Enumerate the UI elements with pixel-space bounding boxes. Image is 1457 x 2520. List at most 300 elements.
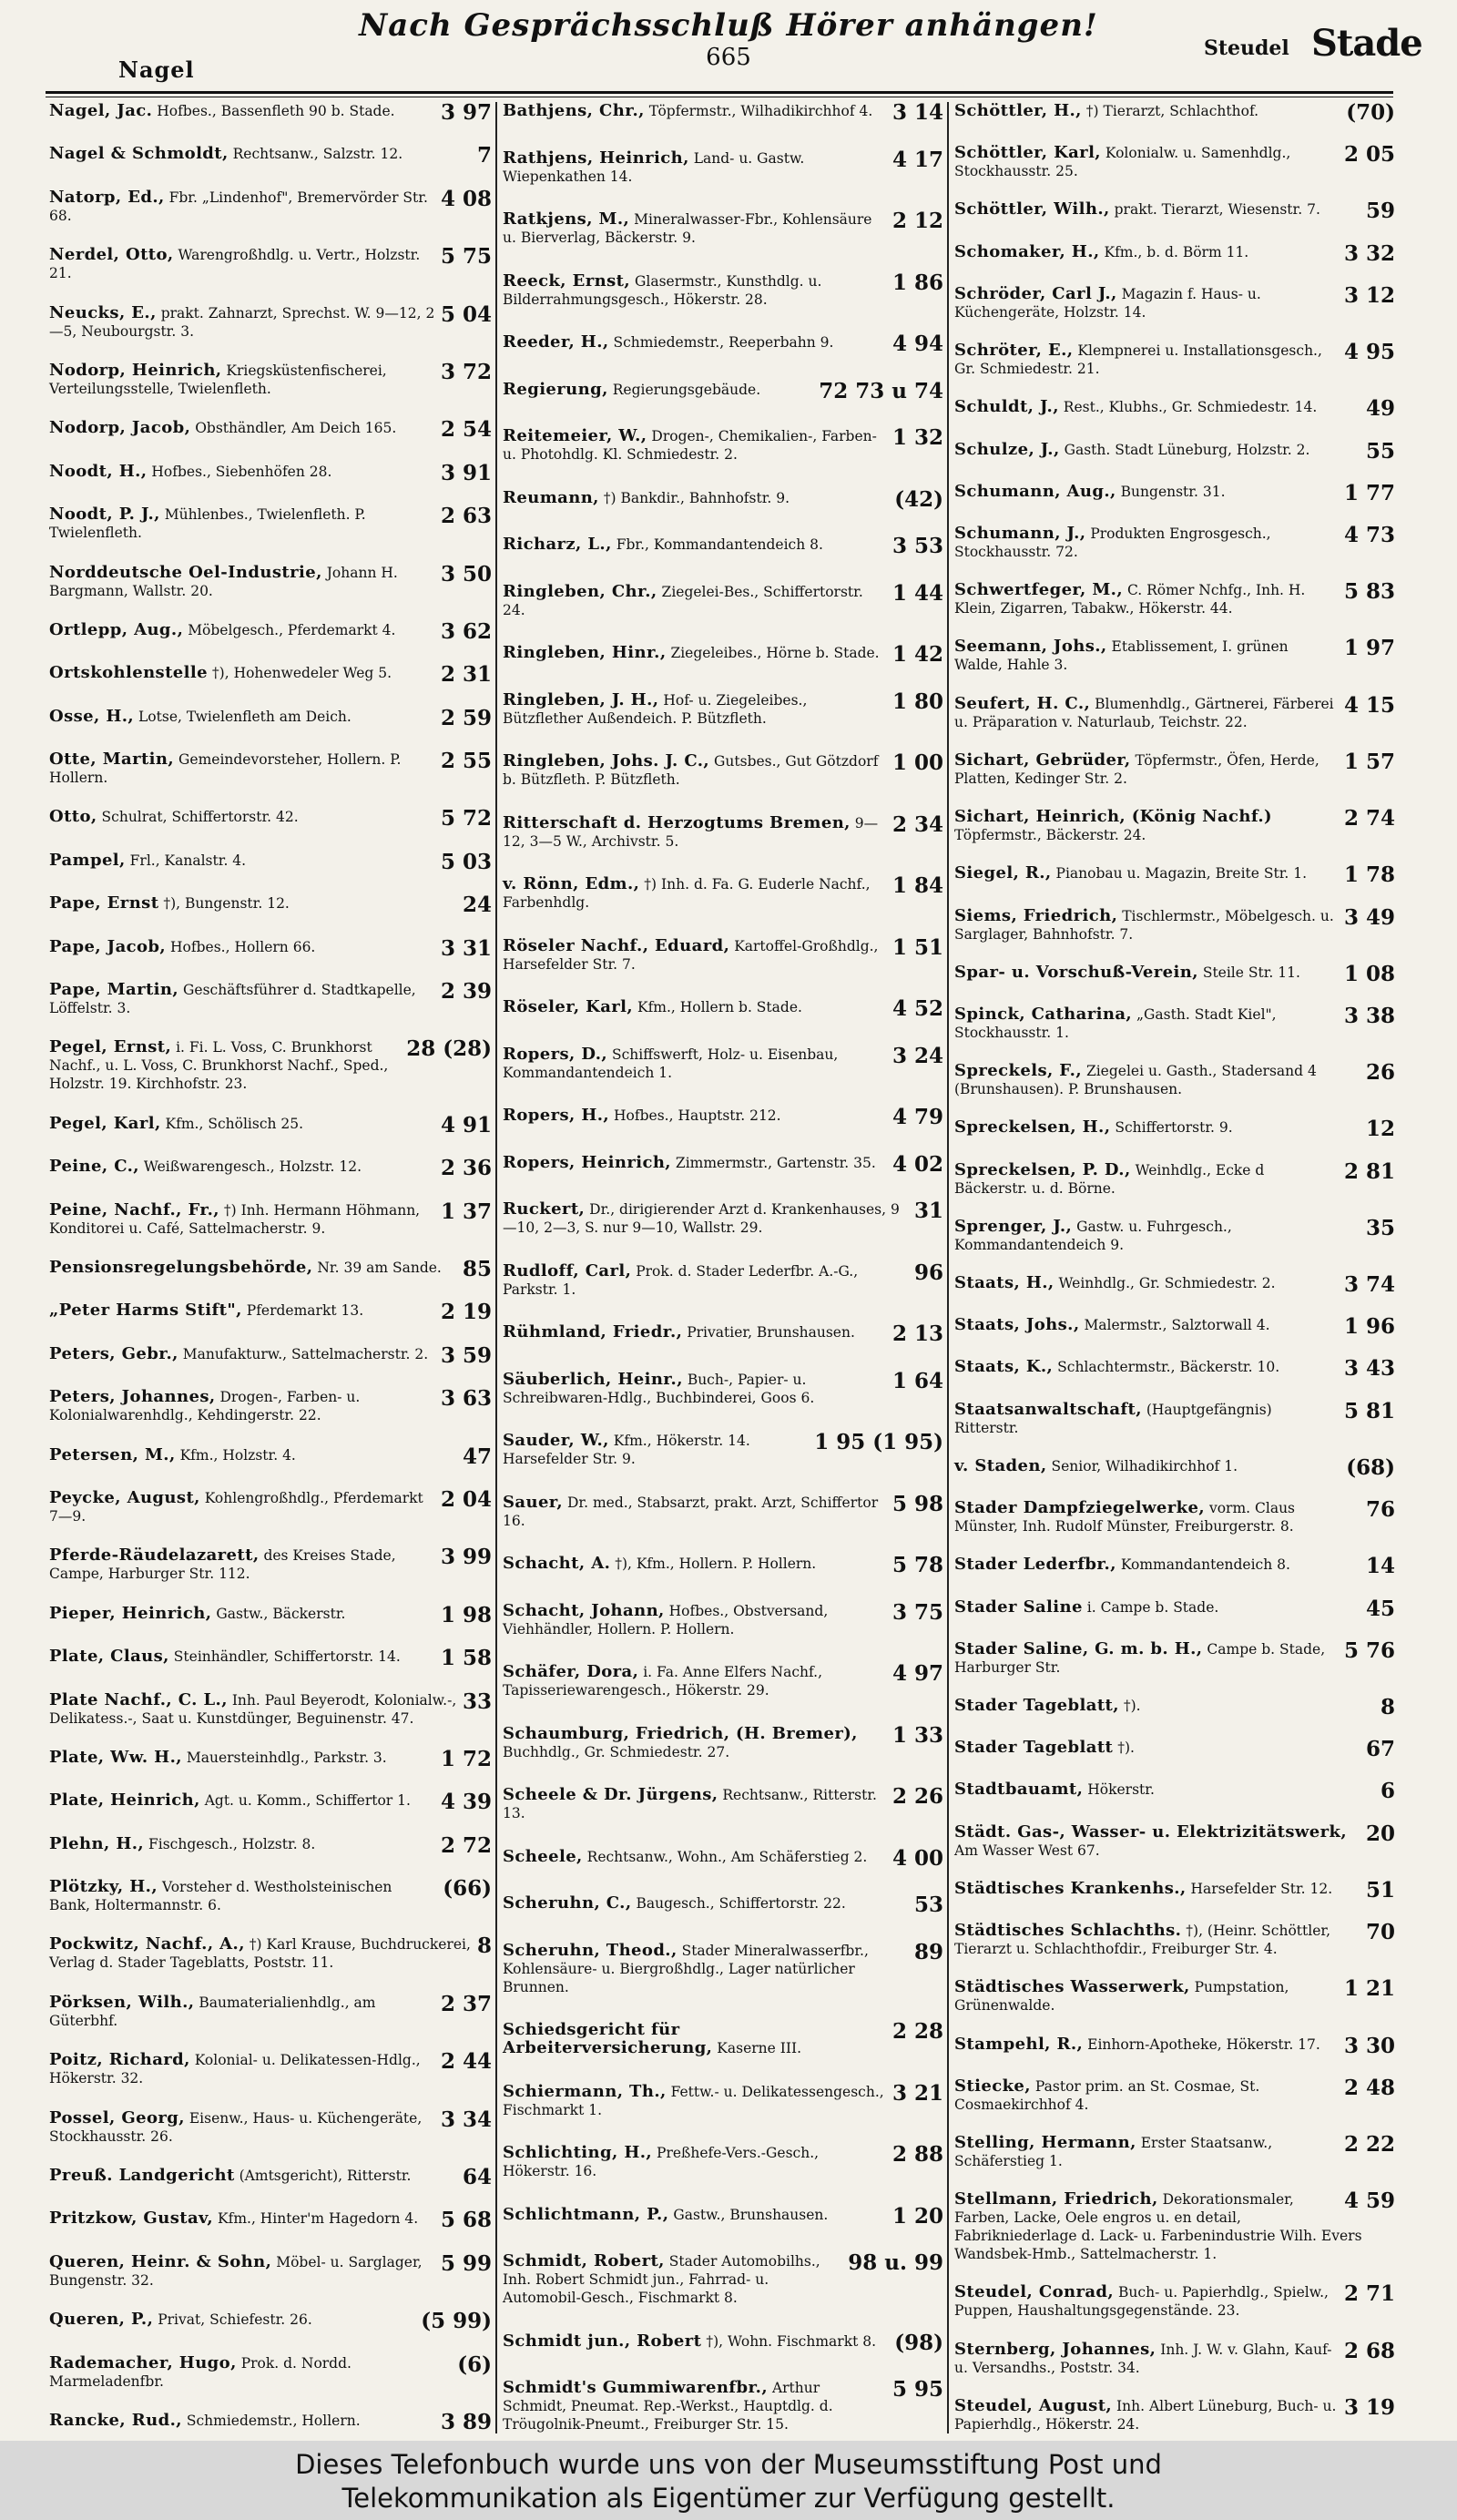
subscriber-details: Rechtsanw., Wohn., Am Schäferstieg 2. [586, 1848, 868, 1865]
phone-number: 4 02 [892, 1151, 943, 1177]
subscriber-details: †). [1117, 1740, 1135, 1757]
subscriber-name: Scheruhn, Theod., [503, 1940, 678, 1960]
directory-entry [47, 1486, 492, 1525]
subscriber-details: Drogen-, Farben- u. Kolonialwarenhdlg., Kehdingerstr. 22. [49, 1389, 361, 1424]
phone-number: 4 00 [892, 1845, 943, 1871]
phone-number: 1 08 [1343, 961, 1395, 986]
directory-entry [501, 998, 943, 1020]
phone-number: 31 [913, 1199, 943, 1223]
directory-entry [953, 2035, 1395, 2057]
subscriber-name: Rademacher, Hugo, [49, 2352, 237, 2372]
directory-entry [501, 210, 943, 247]
phone-number: 4 59 [1343, 2188, 1395, 2214]
phone-number: 3 19 [1343, 2394, 1395, 2420]
phone-number: 5 95 [892, 2377, 943, 2402]
subscriber-name: Seufert, H. C., [954, 693, 1091, 713]
subscriber-name: Peters, Johannes, [49, 1387, 216, 1407]
phone-number: 2 55 [440, 749, 492, 774]
directory-entry [501, 2379, 943, 2433]
directory-entry [47, 2311, 492, 2332]
subscriber-name: Ringleben, Chr., [503, 581, 657, 601]
subscriber-details: Inh. Albert Lüneburg, Buch- u. Papierhdlg., Hökerstr. 24. [954, 2397, 1337, 2433]
subscriber-details: Mineralwasser-Fbr., Kohlensäure u. Bierverlag, Bäckerstr. 9. [503, 211, 872, 246]
phone-number: 8 [1380, 1695, 1395, 1719]
phone-number: 1 97 [1343, 636, 1395, 661]
phone-number: 3 62 [440, 618, 492, 644]
subscriber-details: Ziegelei u. Gasth., Stadersand 4 (Brunshausen). P. Brunshausen. [954, 1063, 1317, 1098]
phone-number: 89 [913, 1939, 943, 1964]
directory-entry [47, 2209, 492, 2231]
subscriber-details: Arthur Schmidt, Pneumat. Rep.-Werkst., Hauptdlg. d. Tröugolnik-Pneumt., Freiburger Str. 15. [503, 2380, 833, 2433]
subscriber-name: Sichart, Gebrüder, [954, 750, 1131, 770]
subscriber-details: Hofbes., Siebenhöfen 28. [151, 463, 332, 480]
subscriber-name: Plate, Ww. H., [49, 1747, 182, 1767]
left-header-word: Nagel [118, 56, 195, 83]
directory-entry [953, 1398, 1395, 1437]
subscriber-details: Lotse, Twielenfleth am Deich. [138, 708, 352, 725]
directory-entry [47, 2051, 492, 2087]
column-middle [495, 102, 947, 2433]
subscriber-details: Einhorn-Apotheke, Hökerstr. 17. [1087, 2035, 1320, 2053]
subscriber-details: Warengroßhdlg. u. Vertr., Holzstr. 21. [49, 247, 421, 282]
subscriber-details: Hofbes., Bassenfleth 90 b. Stade. [157, 103, 395, 119]
subscriber-details: Weißwarengesch., Holzstr. 12. [143, 1158, 362, 1176]
subscriber-name: Schaumburg, Friedrich, (H. Bremer), [503, 1723, 858, 1743]
subscriber-name: Norddeutsche Oel-Industrie, [49, 562, 322, 582]
subscriber-details: Gastw., Bäckerstr. [216, 1605, 346, 1622]
directory-entry [501, 1200, 943, 1237]
subscriber-name: Schöttler, H., [954, 102, 1082, 120]
subscriber-name: Spreckelsen, P. D., [954, 1159, 1131, 1179]
directory-entry [47, 1602, 492, 1627]
phone-number: 2 19 [440, 1300, 492, 1325]
subscriber-details: Tischlermstr., Möbelgesch. u. Sarglager, Bahnhofstr. 7. [954, 907, 1334, 943]
subscriber-name: Nodorp, Heinrich, [49, 360, 222, 380]
subscriber-name: Städt. Gas-, Wasser- u. Elektrizitätswerk, [954, 1821, 1348, 1842]
subscriber-name: Ropers, Heinrich, [503, 1152, 671, 1172]
subscriber-name: Stellmann, Friedrich, [954, 2189, 1158, 2209]
phone-number: 5 68 [440, 2208, 492, 2233]
phone-number: 2 68 [1343, 2338, 1395, 2363]
subscriber-name: Plehn, H., [49, 1833, 145, 1853]
directory-entry [501, 427, 943, 464]
directory-entry [953, 961, 1395, 986]
directory-entry [47, 102, 492, 124]
directory-entry [953, 1274, 1395, 1296]
subscriber-details: Klempnerei u. Installationsgesch., Gr. Schmiedestr. 21. [954, 342, 1322, 378]
subscriber-details: Rest., Klubhs., Gr. Schmiedestr. 14. [1063, 399, 1318, 416]
directory-entry [47, 1158, 492, 1179]
header-rule [46, 91, 1393, 94]
subscriber-details: †), Wohn. Fischmarkt 8. [706, 2332, 877, 2350]
directory-entry [953, 1556, 1395, 1577]
directory-entry [47, 2409, 492, 2433]
subscriber-details: †), Bungenstr. 12. [163, 895, 290, 913]
subscriber-details: †) Inh. Hermann Höhmann, Konditorei u. Café, Sattelmacherstr. 9. [49, 1201, 421, 1237]
subscriber-name: Pferde-Räudelazarett, [49, 1546, 260, 1566]
subscriber-name: Schumann, Aug., [954, 481, 1116, 501]
phone-number: (42) [894, 486, 943, 512]
subscriber-details: Steile Str. 11. [1202, 964, 1300, 981]
phone-number: 2 44 [440, 2049, 492, 2075]
directory-entry [501, 1107, 943, 1128]
subscriber-name: Osse, H., [49, 706, 135, 726]
directory-entry [47, 1342, 492, 1368]
directory-entry [501, 1555, 943, 1576]
subscriber-details: vorm. Claus Münster, Inh. Rudolf Münster, Freiburgerstr. 8. [954, 1500, 1296, 1535]
phone-number: 3 21 [892, 2080, 943, 2106]
phone-number: 45 [1365, 1596, 1395, 1621]
subscriber-details: prakt. Tierarzt, Wiesenstr. 7. [1114, 201, 1320, 219]
subscriber-name: Ratkjens, M., [503, 209, 630, 229]
directory-entry [501, 2203, 943, 2229]
subscriber-name: Staats, Johs., [954, 1315, 1080, 1335]
subscriber-details: Gastw., Brunshausen. [673, 2206, 829, 2223]
subscriber-name: Pape, Ernst [49, 893, 159, 913]
subscriber-name: Sichart, Heinrich, (König Nachf.) [954, 807, 1272, 827]
subscriber-details: Glasermstr., Kunsthdlg. u. Bilderrahmungsgesch., Hökerstr. 28. [503, 272, 822, 308]
directory-entry [47, 1991, 492, 2030]
directory-entry [953, 638, 1395, 674]
subscriber-name: Ropers, H., [503, 1106, 610, 1125]
phone-number: 4 97 [892, 1661, 943, 1686]
subscriber-details: Gutsbes., Gut Götzdorf b. Bützfleth. P. Bützfleth. [503, 753, 879, 788]
subscriber-name: Schlichtmann, P., [503, 2204, 669, 2224]
phone-number: 98 u. 99 [848, 2250, 943, 2275]
phone-number: 28 (28) [406, 1036, 492, 1062]
directory-entry [953, 1877, 1395, 1903]
subscriber-name: Schäfer, Dora, [503, 1662, 639, 1681]
phone-number: 5 03 [440, 849, 492, 874]
subscriber-name: Staatsanwaltschaft, [954, 1399, 1142, 1419]
subscriber-name: Stadtbauamt, [954, 1780, 1084, 1800]
directory-entry [47, 1388, 492, 1424]
subscriber-details: Möbelgesch., Pferdemarkt 4. [188, 621, 396, 638]
directory-entry [501, 272, 943, 309]
phone-number: 96 [913, 1260, 943, 1285]
directory-entry [953, 904, 1395, 944]
subscriber-name: Scheele, [503, 1846, 583, 1866]
subscriber-details: Rechtsanw., Salzstr. 12. [232, 146, 403, 163]
directory-entry [47, 664, 492, 686]
phone-number: (68) [1346, 1454, 1395, 1480]
subscriber-details: des Kreises Stade, Campe, Harburger Str. 112. [49, 1547, 396, 1583]
subscriber-details: Pferdemarkt 13. [246, 1302, 364, 1320]
subscriber-name: Schumann, J., [954, 523, 1086, 543]
subscriber-name: Spinck, Catharina, [954, 1004, 1133, 1024]
phone-number: 7 [476, 143, 492, 168]
subscriber-name: Plate Nachf., C. L., [49, 1689, 228, 1709]
subscriber-name: Staats, K., [954, 1357, 1054, 1377]
directory-entry [953, 342, 1395, 378]
phone-number: 4 95 [1343, 340, 1395, 365]
directory-entry [953, 808, 1395, 844]
subscriber-details: Stader Mineralwasserfbr., Kohlensäure- u. Biergroßhdlg., Lager natürlicher Brunnen. [503, 1942, 869, 1995]
phone-number: (66) [443, 1876, 492, 1902]
directory-entry [501, 2144, 943, 2180]
phone-number: 4 15 [1343, 692, 1395, 718]
directory-entry [47, 1935, 492, 1972]
phone-number: 70 [1365, 1920, 1395, 1945]
phone-number: 1 84 [892, 873, 943, 898]
subscriber-name: Reeck, Ernst, [503, 270, 631, 291]
subscriber-name: Sternberg, Johannes, [954, 2339, 1156, 2359]
phone-number: 3 31 [440, 935, 492, 961]
subscriber-details: †) Bankdir., Bahnhofstr. 9. [603, 489, 790, 506]
subscriber-details: Weinhdlg., Ecke d Bäckerstr. u. d. Börne. [954, 1161, 1265, 1197]
subscriber-name: Schiermann, Th., [503, 2081, 667, 2101]
phone-number: 1 20 [892, 2203, 943, 2229]
directory-entry [953, 2338, 1395, 2377]
subscriber-details: Pumpstation, Grünenwalde. [954, 1979, 1289, 2015]
phone-number: 2 22 [1343, 2131, 1395, 2157]
subscriber-details: Pastor prim. an St. Cosmae, St. Cosmaekirchhof 4. [954, 2077, 1260, 2113]
subscriber-name: Ringleben, Hinr., [503, 643, 667, 662]
phone-number: 1 72 [440, 1746, 492, 1771]
subscriber-details: prakt. Zahnarzt, Sprechst. W. 9—12, 2—5, Neubourgstr. 3. [49, 304, 435, 340]
subscriber-details: Ziegeleibes., Hörne b. Stade. [670, 645, 880, 661]
subscriber-name: Ringleben, Johs. J. C., [503, 751, 710, 770]
subscriber-details: †) Inh. d. Fa. G. Euderle Nachf., Farbenhdlg. [503, 876, 871, 911]
subscriber-details: †). [1123, 1698, 1141, 1714]
directory-entry [953, 480, 1395, 505]
subscriber-name: Pegel, Ernst, [49, 1037, 172, 1057]
directory-entry [501, 1151, 943, 1177]
phone-number: 3 97 [440, 102, 492, 125]
subscriber-name: Nerdel, Otto, [49, 245, 174, 265]
phone-number: 64 [462, 2165, 492, 2190]
subscriber-details: Töpfermstr., Wilhadikirchhof 4. [648, 103, 873, 119]
phone-number: 2 74 [1343, 806, 1395, 831]
directory-entry [953, 2394, 1395, 2433]
phone-number: 2 63 [440, 504, 492, 529]
subscriber-name: Stader Dampfziegelwerke, [954, 1498, 1206, 1518]
subscriber-details: Buchhdlg., Gr. Schmiedestr. 27. [503, 1743, 730, 1760]
phone-number: 1 64 [892, 1368, 943, 1393]
directory-entry [953, 1118, 1395, 1140]
directory-entry [501, 691, 943, 728]
directory-entry [47, 981, 492, 1017]
subscriber-name: Nodorp, Jacob, [49, 418, 191, 438]
subscriber-details: Schiffswerft, Holz- u. Eisenbau, Kommandantendeich 1. [503, 1046, 839, 1081]
page-number: 665 [706, 44, 751, 71]
subscriber-details: Kolonialw. u. Samenhdlg., Stockhausstr. 25. [954, 145, 1291, 180]
phone-number: 5 04 [440, 301, 492, 327]
subscriber-details: Gastw. u. Fuhrgesch., Kommandantendeich 9. [954, 1218, 1232, 1253]
subscriber-details: †), Kfm., Hollern. P. Hollern. [615, 1556, 817, 1572]
directory-entry [501, 2332, 943, 2354]
directory-entry [47, 186, 492, 225]
phone-number: 53 [913, 1893, 943, 1917]
subscriber-name: Stader Saline [954, 1597, 1083, 1617]
subscriber-details: Hökerstr. [1087, 1781, 1155, 1799]
subscriber-name: Reeder, H., [503, 332, 609, 352]
subscriber-name: „Peter Harms Stift", [49, 1301, 242, 1321]
directory-entry [501, 149, 943, 186]
directory-entry [953, 2283, 1395, 2320]
subscriber-details: Hofbes., Hauptstr. 212. [614, 1107, 781, 1124]
phone-number: 4 39 [440, 1790, 492, 1815]
subscriber-name: Siems, Friedrich, [954, 905, 1118, 925]
subscriber-details: Kfm., Hökerstr. 14. Harsefelder Str. 9. [503, 1433, 750, 1467]
right-header-word: Steudel [1204, 36, 1289, 60]
subscriber-name: Schwertfeger, M., [954, 580, 1123, 600]
phone-number: 1 86 [892, 270, 943, 295]
subscriber-name: Schröder, Carl J., [954, 283, 1117, 303]
directory-entry [953, 1598, 1395, 1620]
subscriber-details: Etablissement, I. grünen Walde, Hahle 3. [954, 638, 1289, 674]
subscriber-details: Kfm., Hinter'm Hagedorn 4. [218, 2210, 419, 2228]
subscriber-name: Pieper, Heinrich, [49, 1603, 212, 1623]
directory-entry [47, 808, 492, 830]
subscriber-details: Bungenstr. 31. [1120, 483, 1226, 500]
subscriber-name: Reitemeier, W., [503, 426, 647, 445]
directory-entry [953, 1215, 1395, 1254]
directory-entry [953, 1005, 1395, 1042]
subscriber-name: Scheele & Dr. Jürgens, [503, 1785, 718, 1804]
subscriber-name: Stader Lederfbr., [954, 1555, 1116, 1575]
subscriber-details: Produkten Engrosgesch., Stockhausstr. 72. [954, 525, 1271, 560]
phone-number: 3 75 [892, 1599, 943, 1625]
directory-entry [47, 2250, 492, 2290]
subscriber-name: Schomaker, H., [954, 241, 1100, 261]
subscriber-details: Geschäftsführer d. Stadtkapelle, Löffelstr. 3. [49, 982, 416, 1017]
phone-number: 1 44 [892, 580, 943, 606]
subscriber-name: Pritzkow, Gustav, [49, 2209, 214, 2229]
subscriber-details: Ziegelei-Bes., Schiffertorstr. 24. [503, 583, 863, 618]
phone-number: (5 99) [421, 2309, 492, 2334]
subscriber-name: Reumann, [503, 487, 599, 507]
subscriber-details: Schiffertorstr. 9. [1115, 1119, 1233, 1137]
directory-entry [953, 200, 1395, 222]
subscriber-name: Peine, C., [49, 1157, 139, 1177]
subscriber-details: Kommandantendeich 8. [1120, 1556, 1290, 1574]
directory-entry [47, 301, 492, 341]
directory-entry [501, 752, 943, 789]
phone-number: 1 80 [892, 689, 943, 714]
subscriber-details: Schulrat, Schiffertorstr. 42. [101, 809, 299, 826]
subscriber-name: Säuberlich, Heinr., [503, 1369, 683, 1389]
directory-entry [501, 2080, 943, 2119]
subscriber-name: Schmidt's Gummiwarenfbr., [503, 2378, 769, 2397]
subscriber-name: Schöttler, Karl, [954, 143, 1101, 163]
subscriber-details: †) Karl Krause, Buchdruckerei, Verlag d. Stader Tageblatts, Poststr. 11. [49, 1936, 471, 1972]
subscriber-details: Land- u. Gastw. Wiepenkathen 14. [503, 149, 805, 185]
subscriber-details: C. Römer Nchfg., Inh. H. Klein, Zigarren, Tabakw., Hökerstr. 44. [954, 582, 1306, 617]
subscriber-details: Buch-, Papier- u. Schreibwaren-Hdlg., Buchbinderei, Goos 6. [503, 1371, 815, 1406]
phone-number: 26 [1365, 1060, 1395, 1086]
subscriber-details: Gasth. Stadt Lüneburg, Holzstr. 2. [1064, 441, 1310, 458]
phone-number: 3 38 [1343, 1003, 1395, 1028]
directory-entry [953, 1978, 1395, 2015]
phone-number: 5 81 [1343, 1398, 1395, 1423]
directory-entry [501, 1894, 943, 1916]
subscriber-name: Stader Tageblatt, [954, 1696, 1119, 1715]
subscriber-name: Steudel, August, [954, 2395, 1113, 2415]
directory-entry [953, 1062, 1395, 1098]
phone-number: 55 [1365, 438, 1395, 464]
phone-number: 2 39 [440, 979, 492, 1005]
phone-number: 3 99 [440, 1545, 492, 1570]
subscriber-name: Seemann, Johs., [954, 637, 1107, 657]
subscriber-details: Inh. Paul Beyerodt, Kolonialw.-, Delikatess.-, Saat u. Kunstdünger, Beguinenstr. 47. [49, 1691, 457, 1727]
directory-entry [47, 561, 492, 600]
subscriber-details: Campe b. Stade, Harburger Str. [954, 1640, 1326, 1676]
directory-entry [953, 2077, 1395, 2114]
subscriber-name: Städtisches Wasserwerk, [954, 1977, 1190, 1997]
subscriber-details: Kriegsküstenfischerei, Verteilungsstelle, Twielenfleth. [49, 362, 387, 397]
subscriber-name: Rühmland, Friedr., [503, 1322, 683, 1342]
phone-number: 5 76 [1343, 1637, 1395, 1663]
directory-entry [47, 935, 492, 961]
directory-entry [953, 751, 1395, 788]
directory-entry [953, 282, 1395, 321]
subscriber-name: Pockwitz, Nachf., A., [49, 1934, 245, 1954]
phone-number: 4 08 [440, 186, 492, 211]
subscriber-name: Schröter, E., [954, 341, 1074, 361]
subscriber-name: Schiedsgericht für Arbeiterversicherung, [503, 2020, 713, 2057]
subscriber-details: Malermstr., Salztorwall 4. [1084, 1317, 1270, 1334]
phone-number: 3 89 [440, 2409, 492, 2433]
phone-number: 2 36 [440, 1156, 492, 1181]
phone-number: 72 73 u 74 [819, 378, 943, 403]
phone-number: 2 81 [1343, 1158, 1395, 1184]
subscriber-name: Pape, Martin, [49, 980, 179, 1000]
directory-entry [953, 438, 1395, 464]
phone-number: 1 95 (1 95) [814, 1430, 943, 1454]
subscriber-details: Schmiedemstr., Hollern. [186, 2412, 361, 2429]
subscriber-name: Rathjens, Heinrich, [503, 148, 689, 168]
subscriber-details: Privatier, Brunshausen. [687, 1324, 855, 1341]
phone-number: 5 72 [440, 806, 492, 831]
subscriber-name: Ropers, D., [503, 1044, 608, 1064]
subscriber-details: Vorsteher d. Westholsteinischen Bank, Holtermannstr. 6. [49, 1879, 392, 1914]
subscriber-details: †), Hohenwedeler Weg 5. [211, 665, 392, 682]
subscriber-name: v. Staden, [954, 1455, 1047, 1475]
directory-entry [953, 1499, 1395, 1535]
directory-entry [501, 536, 943, 557]
subscriber-name: Pegel, Karl, [49, 1113, 161, 1133]
subscriber-name: Pensionsregelungsbehörde, [49, 1257, 313, 1277]
subscriber-details: Hof- u. Ziegeleibes., Bützflether Außendeich. P. Bützfleth. [503, 691, 808, 727]
subscriber-details: Stader Automobilhs., Inh. Robert Schmidt jun., Fahrrad- u. Automobil-Gesch., Fischmarkt 8. [503, 2253, 820, 2306]
phone-number: 76 [1365, 1497, 1395, 1523]
directory-entry [501, 1262, 943, 1299]
subscriber-details: Gemeindevorsteher, Hollern. P. Hollern. [49, 751, 402, 787]
subscriber-name: v. Rönn, Edm., [503, 874, 640, 893]
phone-number: 4 73 [1343, 522, 1395, 547]
subscriber-details: Agt. u. Komm., Schiffertor 1. [204, 1792, 411, 1810]
directory-entry [47, 1038, 492, 1093]
subscriber-name: Possel, Georg, [49, 2107, 185, 2127]
subscriber-details: Kolonial- u. Delikatessen-Hdlg., Hökerstr. 32. [49, 2052, 421, 2087]
directory-entry [501, 644, 943, 666]
phone-number: 14 [1365, 1554, 1395, 1579]
directory-entry [47, 1301, 492, 1323]
phone-number: 49 [1365, 396, 1395, 422]
phone-number: 4 17 [892, 147, 943, 172]
subscriber-details: Kfm., Hollern b. Stade. [637, 999, 802, 1015]
directory-entry [501, 580, 943, 619]
subscriber-name: Neucks, E., [49, 302, 157, 322]
directory-entry [47, 2167, 492, 2188]
subscriber-details: Baumaterialienhdlg., am Güterbhf. [49, 1994, 376, 2029]
directory-entry [47, 1832, 492, 1858]
phone-number: 5 99 [440, 2250, 492, 2276]
directory-entry [47, 1446, 492, 1468]
subscriber-name: Ortlepp, Aug., [49, 619, 184, 639]
subscriber-name: Rancke, Rud., [49, 2410, 182, 2430]
